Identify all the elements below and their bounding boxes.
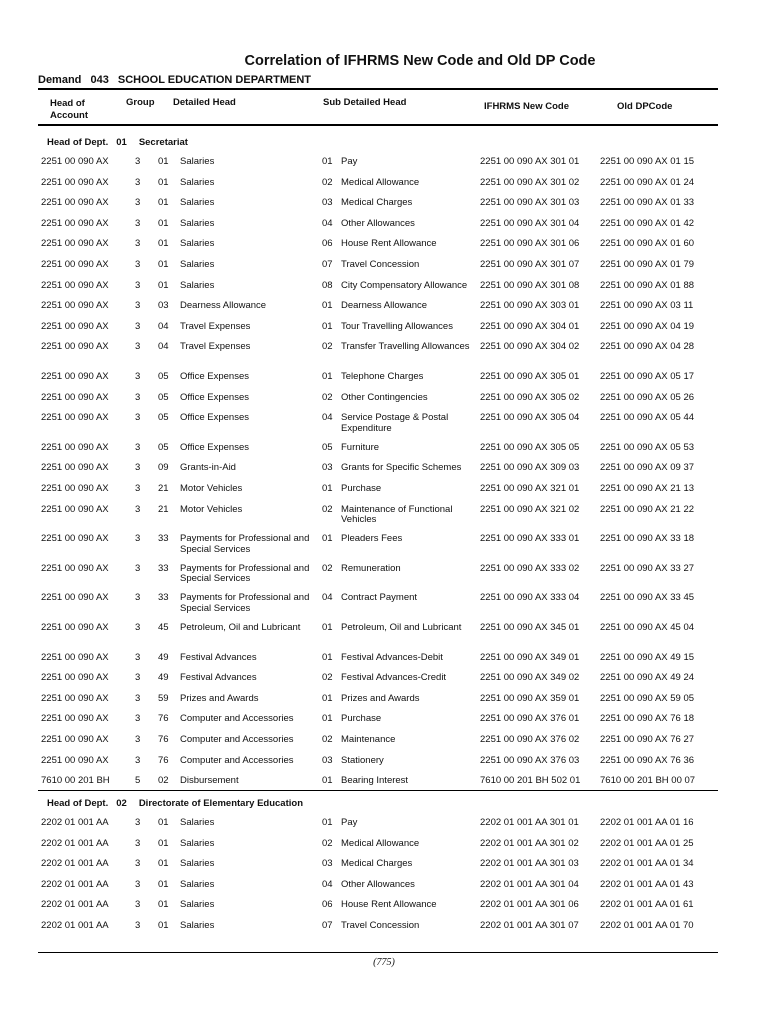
detailed-head-name: Payments for Professional and Special Services [180, 592, 310, 614]
detailed-head-code: 09 [158, 462, 169, 474]
head-of-account: 2251 00 090 AX [41, 341, 109, 353]
group: 3 [135, 920, 141, 931]
sub-detailed-code: 07 [322, 259, 333, 270]
sub-detailed-name: Tour Travelling Allowances [341, 320, 453, 332]
group: 3 [135, 320, 141, 332]
group: 3 [135, 279, 141, 291]
sub-detailed-name: Pay [341, 817, 358, 828]
detailed-head-name: Petroleum, Oil and Lubricant [180, 622, 301, 633]
head-of-account: 2251 00 090 AX [41, 279, 109, 291]
sub-detailed-name: Travel Concession [341, 259, 420, 270]
sub-detailed-code: 01 [322, 692, 333, 704]
head-of-account: 2251 00 090 AX [41, 300, 109, 312]
detailed-head-code: 45 [158, 622, 169, 633]
sub-detailed-code: 08 [322, 279, 333, 291]
group: 3 [135, 503, 141, 515]
sub-detailed-code: 04 [322, 592, 333, 604]
sub-detailed-code: 03 [322, 858, 333, 870]
detailed-head-name: Travel Expenses [180, 341, 251, 353]
sub-detailed-code: 04 [322, 878, 333, 890]
head-of-account: 2251 00 090 AX [41, 622, 109, 633]
department-name: SCHOOL EDUCATION DEPARTMENT [117, 74, 312, 86]
footer-rule [38, 952, 718, 953]
ifhrms-new-code: 2251 00 090 AX 304 02 [480, 341, 580, 353]
detailed-head-code: 04 [158, 320, 169, 332]
old-dp-code: 2251 00 090 AX 01 88 [600, 279, 695, 291]
detailed-head-name: Office Expenses [180, 412, 250, 424]
sub-detailed-name: Dearness Allowance [341, 300, 428, 312]
group: 3 [135, 391, 141, 403]
sub-detailed-name: Medical Allowance [341, 837, 420, 849]
group: 3 [135, 651, 141, 663]
sub-detailed-code: 06 [322, 899, 333, 911]
detailed-head-code: 05 [158, 371, 169, 382]
detailed-head-code: 05 [158, 441, 169, 453]
sub-detailed-name: House Rent Allowance [341, 899, 437, 911]
group: 3 [135, 592, 141, 604]
detailed-head-code: 01 [158, 858, 169, 870]
detailed-head-name: Festival Advances [180, 672, 257, 684]
old-dp-code: 2251 00 090 AX 76 36 [600, 754, 695, 766]
old-dp-code: 2251 00 090 AX 45 04 [600, 622, 695, 633]
ifhrms-new-code: 2251 00 090 AX 301 03 [480, 197, 580, 209]
ifhrms-new-code: 2251 00 090 AX 305 04 [480, 412, 580, 424]
old-dp-code: 2251 00 090 AX 04 19 [600, 320, 695, 332]
header-bottom-rule [38, 124, 718, 126]
ifhrms-new-code: 2202 01 001 AA 301 01 [480, 817, 579, 828]
sub-detailed-code: 01 [322, 622, 333, 633]
sub-detailed-code: 01 [322, 320, 333, 332]
group: 3 [135, 197, 141, 209]
sub-detailed-code: 01 [322, 713, 333, 725]
detailed-head-code: 03 [158, 300, 169, 312]
ifhrms-new-code: 2251 00 090 AX 376 02 [480, 734, 580, 745]
old-dp-code: 2251 00 090 AX 01 15 [600, 156, 695, 167]
old-dp-code: 2251 00 090 AX 21 22 [600, 503, 695, 515]
head-of-account: 2251 00 090 AX [41, 692, 109, 704]
sub-detailed-name: Medical Charges [341, 197, 413, 209]
sub-detailed-code: 01 [322, 651, 333, 663]
old-dp-code: 2251 00 090 AX 01 24 [600, 176, 695, 188]
detailed-head-name: Computer and Accessories [180, 713, 294, 725]
ifhrms-new-code: 2251 00 090 AX 305 02 [480, 391, 580, 403]
sub-detailed-name: Remuneration [341, 562, 401, 574]
detailed-head-code: 21 [158, 503, 169, 515]
ifhrms-new-code: 2251 00 090 AX 301 02 [480, 176, 580, 188]
sub-detailed-name: Furniture [341, 441, 380, 453]
head-of-account: 2251 00 090 AX [41, 462, 109, 474]
head-of-account: 2202 01 001 AA [41, 837, 109, 849]
page-title: Correlation of IFHRMS New Code and Old DP Code [244, 53, 596, 69]
detailed-head-name: Salaries [180, 899, 215, 911]
group: 3 [135, 858, 141, 870]
detailed-head-name: Payments for Professional and Special Services [180, 533, 310, 555]
sub-detailed-name: Prizes and Awards [341, 692, 420, 704]
sub-detailed-name: Medical Allowance [341, 176, 420, 188]
detailed-head-code: 76 [158, 754, 169, 766]
head-of-account: 2251 00 090 AX [41, 734, 109, 745]
demand-label: Demand [38, 74, 82, 86]
detailed-head-code: 01 [158, 837, 169, 849]
sub-detailed-name: Medical Charges [341, 858, 413, 870]
ifhrms-new-code: 2251 00 090 AX 305 01 [480, 371, 580, 382]
section-heading [47, 137, 188, 148]
section-heading [47, 798, 303, 809]
head-of-account: 2251 00 090 AX [41, 441, 109, 453]
detailed-head-code: 01 [158, 156, 169, 167]
sub-detailed-code: 01 [322, 156, 333, 167]
detailed-head-name: Office Expenses [180, 441, 250, 453]
sub-detailed-name: Festival Advances-Credit [341, 672, 447, 684]
old-dp-code: 2251 00 090 AX 04 28 [600, 341, 695, 353]
old-dp-code: 7610 00 201 BH 00 07 [600, 775, 696, 787]
sub-detailed-code: 01 [322, 371, 333, 382]
ifhrms-new-code: 2251 00 090 AX 333 01 [480, 533, 580, 545]
sub-detailed-name: Contract Payment [341, 592, 418, 604]
old-dp-code: 2251 00 090 AX 76 27 [600, 734, 695, 745]
head-of-account: 2202 01 001 AA [41, 920, 109, 931]
old-dp-code: 2202 01 001 AA 01 70 [600, 920, 694, 931]
sub-detailed-code: 02 [322, 734, 333, 745]
group: 3 [135, 238, 141, 250]
group: 3 [135, 462, 141, 474]
detailed-head-code: 01 [158, 197, 169, 209]
section-label: Head of Dept. [47, 137, 109, 148]
sub-detailed-name: Travel Concession [341, 920, 420, 931]
head-of-account: 2251 00 090 AX [41, 483, 109, 494]
group: 3 [135, 622, 141, 633]
sub-detailed-code: 01 [322, 533, 333, 545]
sub-detailed-code: 03 [322, 197, 333, 209]
page-number: (775) [373, 957, 395, 968]
ifhrms-new-code: 2202 01 001 AA 301 06 [480, 899, 579, 911]
ifhrms-new-code: 2251 00 090 AX 321 02 [480, 503, 580, 515]
group: 3 [135, 341, 141, 353]
old-dp-code: 2251 00 090 AX 05 26 [600, 391, 695, 403]
detailed-head-name: Motor Vehicles [180, 503, 243, 515]
sub-detailed-code: 07 [322, 920, 333, 931]
group: 3 [135, 217, 141, 229]
head-of-account: 2251 00 090 AX [41, 371, 109, 382]
group: 3 [135, 692, 141, 704]
group: 5 [135, 775, 141, 787]
sub-detailed-code: 04 [322, 412, 333, 424]
sub-detailed-code: 02 [322, 672, 333, 684]
detailed-head-code: 49 [158, 672, 169, 684]
detailed-head-code: 76 [158, 713, 169, 725]
ifhrms-new-code: 2251 00 090 AX 301 01 [480, 156, 580, 167]
sub-detailed-name: Pleaders Fees [341, 533, 403, 545]
detailed-head-code: 01 [158, 279, 169, 291]
detailed-head-name: Salaries [180, 279, 215, 291]
head-of-account: 2202 01 001 AA [41, 817, 109, 828]
group: 3 [135, 672, 141, 684]
detailed-head-code: 33 [158, 592, 169, 604]
head-of-account: 2251 00 090 AX [41, 533, 109, 545]
ifhrms-new-code: 2251 00 090 AX 304 01 [480, 320, 580, 332]
sub-detailed-name: City Compensatory Allowance [341, 279, 468, 291]
detailed-head-code: 33 [158, 533, 169, 545]
detailed-head-code: 01 [158, 238, 169, 250]
head-of-account: 7610 00 201 BH [41, 775, 110, 787]
sub-detailed-name: Transfer Travelling Allowances [341, 341, 470, 353]
ifhrms-new-code: 2251 00 090 AX 301 07 [480, 259, 580, 270]
sub-detailed-code: 03 [322, 754, 333, 766]
ifhrms-new-code: 2251 00 090 AX 301 08 [480, 279, 580, 291]
head-of-account: 2251 00 090 AX [41, 259, 109, 270]
sub-detailed-name: Maintenance [341, 734, 396, 745]
old-dp-code: 2251 00 090 AX 59 05 [600, 692, 695, 704]
sub-detailed-code: 03 [322, 462, 333, 474]
group: 3 [135, 259, 141, 270]
sub-detailed-name: Petroleum, Oil and Lubricant [341, 622, 462, 633]
sub-detailed-code: 02 [322, 176, 333, 188]
ifhrms-new-code: 2251 00 090 AX 301 06 [480, 238, 580, 250]
detailed-head-name: Payments for Professional and Special Services [180, 562, 310, 585]
demand-number: 043 [90, 74, 109, 86]
sub-detailed-code: 01 [322, 483, 333, 494]
group: 3 [135, 878, 141, 890]
detailed-head-name: Computer and Accessories [180, 754, 294, 766]
old-dp-code: 2202 01 001 AA 01 43 [600, 878, 694, 890]
ifhrms-new-code: 7610 00 201 BH 502 01 [480, 775, 581, 787]
group: 3 [135, 156, 141, 167]
sub-detailed-name: Maintenance of Functional Vehicles [341, 503, 453, 526]
detailed-head-code: 01 [158, 217, 169, 229]
detailed-head-code: 02 [158, 775, 169, 787]
detailed-head-name: Disbursement [180, 775, 239, 787]
head-of-account: 2251 00 090 AX [41, 672, 109, 684]
sub-detailed-code: 02 [322, 391, 333, 403]
group: 3 [135, 533, 141, 545]
col-detailed-head: Detailed Head [173, 97, 236, 108]
detailed-head-code: 21 [158, 483, 169, 494]
sub-detailed-code: 06 [322, 238, 333, 250]
old-dp-code: 2202 01 001 AA 01 16 [600, 817, 694, 828]
detailed-head-name: Office Expenses [180, 371, 250, 382]
ifhrms-new-code: 2251 00 090 AX 309 03 [480, 462, 580, 474]
sub-detailed-name: Other Allowances [341, 878, 415, 890]
head-of-account: 2251 00 090 AX [41, 238, 109, 250]
sub-detailed-name: Festival Advances-Debit [341, 651, 443, 663]
ifhrms-new-code: 2251 00 090 AX 349 01 [480, 651, 580, 663]
old-dp-code: 2251 00 090 AX 49 15 [600, 651, 695, 663]
old-dp-code: 2251 00 090 AX 01 79 [600, 259, 695, 270]
detailed-head-name: Salaries [180, 920, 215, 931]
old-dp-code: 2202 01 001 AA 01 25 [600, 837, 694, 849]
sub-detailed-code: 01 [322, 775, 333, 787]
group: 3 [135, 562, 141, 574]
col-group: Group [126, 97, 155, 108]
sub-detailed-code: 01 [322, 817, 333, 828]
detailed-head-name: Salaries [180, 858, 215, 870]
section-divider [38, 790, 718, 791]
detailed-head-name: Salaries [180, 238, 215, 250]
detailed-head-code: 01 [158, 920, 169, 931]
head-of-account: 2251 00 090 AX [41, 592, 109, 604]
head-of-account: 2251 00 090 AX [41, 197, 109, 209]
detailed-head-code: 01 [158, 176, 169, 188]
col-old-dp-code: Old DPCode [617, 101, 673, 112]
ifhrms-new-code: 2251 00 090 AX 345 01 [480, 622, 580, 633]
col-ifhrms-new-code: IFHRMS New Code [484, 101, 569, 112]
detailed-head-name: Salaries [180, 837, 215, 849]
ifhrms-new-code: 2251 00 090 AX 321 01 [480, 483, 580, 494]
sub-detailed-name: Purchase [341, 713, 382, 725]
old-dp-code: 2251 00 090 AX 01 33 [600, 197, 695, 209]
ifhrms-new-code: 2251 00 090 AX 303 01 [480, 300, 580, 312]
head-of-account: 2251 00 090 AX [41, 176, 109, 188]
detailed-head-name: Prizes and Awards [180, 692, 259, 704]
old-dp-code: 2251 00 090 AX 09 37 [600, 462, 695, 474]
detailed-head-name: Computer and Accessories [180, 734, 294, 745]
group: 3 [135, 300, 141, 312]
detailed-head-name: Travel Expenses [180, 320, 251, 332]
old-dp-code: 2251 00 090 AX 76 18 [600, 713, 695, 725]
ifhrms-new-code: 2251 00 090 AX 305 05 [480, 441, 580, 453]
detailed-head-code: 59 [158, 692, 169, 704]
ifhrms-new-code: 2202 01 001 AA 301 03 [480, 858, 579, 870]
detailed-head-code: 05 [158, 391, 169, 403]
detailed-head-name: Grants-in-Aid [180, 462, 236, 474]
sub-detailed-name: Grants for Specific Schemes [341, 462, 462, 474]
demand-line [38, 74, 317, 86]
group: 3 [135, 817, 141, 828]
sub-detailed-name: House Rent Allowance [341, 238, 437, 250]
old-dp-code: 2251 00 090 AX 21 13 [600, 483, 695, 494]
ifhrms-new-code: 2251 00 090 AX 359 01 [480, 692, 580, 704]
old-dp-code: 2202 01 001 AA 01 61 [600, 899, 694, 911]
section-name: Directorate of Elementary Education [138, 798, 303, 809]
old-dp-code: 2251 00 090 AX 05 17 [600, 371, 695, 382]
head-of-account: 2251 00 090 AX [41, 713, 109, 725]
head-of-account: 2251 00 090 AX [41, 503, 109, 515]
detailed-head-code: 01 [158, 878, 169, 890]
old-dp-code: 2251 00 090 AX 49 24 [600, 672, 695, 684]
sub-detailed-name: Bearing Interest [341, 775, 409, 787]
head-of-account: 2251 00 090 AX [41, 156, 109, 167]
group: 3 [135, 754, 141, 766]
col-sub-detailed-head: Sub Detailed Head [323, 97, 407, 108]
group: 3 [135, 176, 141, 188]
detailed-head-code: 04 [158, 341, 169, 353]
sub-detailed-name: Other Allowances [341, 217, 415, 229]
old-dp-code: 2251 00 090 AX 01 42 [600, 217, 695, 229]
detailed-head-code: 05 [158, 412, 169, 424]
ifhrms-new-code: 2202 01 001 AA 301 07 [480, 920, 579, 931]
header-top-rule [38, 88, 718, 90]
head-of-account: 2202 01 001 AA [41, 899, 109, 911]
ifhrms-new-code: 2202 01 001 AA 301 02 [480, 837, 579, 849]
detailed-head-code: 33 [158, 562, 169, 574]
sub-detailed-name: Stationery [341, 754, 384, 766]
old-dp-code: 2251 00 090 AX 01 60 [600, 238, 695, 250]
head-of-account: 2202 01 001 AA [41, 858, 109, 870]
head-of-account: 2251 00 090 AX [41, 412, 109, 424]
detailed-head-name: Office Expenses [180, 391, 250, 403]
sub-detailed-code: 02 [322, 341, 333, 353]
ifhrms-new-code: 2251 00 090 AX 349 02 [480, 672, 580, 684]
detailed-head-name: Motor Vehicles [180, 483, 243, 494]
head-of-account: 2251 00 090 AX [41, 754, 109, 766]
detailed-head-name: Salaries [180, 817, 215, 828]
col-head-of-account: Head of Account [50, 98, 88, 121]
sub-detailed-name: Pay [341, 156, 358, 167]
ifhrms-new-code: 2251 00 090 AX 333 04 [480, 592, 580, 604]
detailed-head-name: Salaries [180, 197, 215, 209]
sub-detailed-name: Other Contingencies [341, 391, 428, 403]
detailed-head-code: 76 [158, 734, 169, 745]
detailed-head-name: Salaries [180, 878, 215, 890]
sub-detailed-name: Service Postage & Postal Expenditure [341, 412, 449, 434]
sub-detailed-code: 01 [322, 300, 333, 312]
head-of-account: 2202 01 001 AA [41, 878, 109, 890]
section-number: 01 [116, 137, 127, 148]
head-of-account: 2251 00 090 AX [41, 391, 109, 403]
sub-detailed-code: 02 [322, 503, 333, 515]
ifhrms-new-code: 2202 01 001 AA 301 04 [480, 878, 579, 890]
detailed-head-name: Festival Advances [180, 651, 257, 663]
sub-detailed-code: 05 [322, 441, 333, 453]
old-dp-code: 2251 00 090 AX 33 27 [600, 562, 695, 574]
detailed-head-code: 49 [158, 651, 169, 663]
group: 3 [135, 713, 141, 725]
group: 3 [135, 371, 141, 382]
old-dp-code: 2251 00 090 AX 33 45 [600, 592, 695, 604]
sub-detailed-name: Purchase [341, 483, 382, 494]
sub-detailed-code: 02 [322, 837, 333, 849]
head-of-account: 2251 00 090 AX [41, 651, 109, 663]
detailed-head-name: Salaries [180, 259, 215, 270]
group: 3 [135, 441, 141, 453]
ifhrms-new-code: 2251 00 090 AX 333 02 [480, 562, 580, 574]
group: 3 [135, 899, 141, 911]
old-dp-code: 2202 01 001 AA 01 34 [600, 858, 694, 870]
ifhrms-new-code: 2251 00 090 AX 376 01 [480, 713, 580, 725]
sub-detailed-name: Telephone Charges [341, 371, 424, 382]
head-of-account: 2251 00 090 AX [41, 320, 109, 332]
section-number: 02 [116, 798, 127, 809]
group: 3 [135, 412, 141, 424]
detailed-head-name: Dearness Allowance [180, 300, 267, 312]
head-of-account: 2251 00 090 AX [41, 217, 109, 229]
detailed-head-name: Salaries [180, 176, 215, 188]
group: 3 [135, 483, 141, 494]
ifhrms-new-code: 2251 00 090 AX 301 04 [480, 217, 580, 229]
old-dp-code: 2251 00 090 AX 33 18 [600, 533, 695, 545]
sub-detailed-code: 04 [322, 217, 333, 229]
sub-detailed-code: 02 [322, 562, 333, 574]
detailed-head-code: 01 [158, 899, 169, 911]
detailed-head-name: Salaries [180, 217, 215, 229]
detailed-head-code: 01 [158, 817, 169, 828]
old-dp-code: 2251 00 090 AX 03 11 [600, 300, 694, 312]
group: 3 [135, 837, 141, 849]
group: 3 [135, 734, 141, 745]
detailed-head-name: Salaries [180, 156, 215, 167]
old-dp-code: 2251 00 090 AX 05 44 [600, 412, 695, 424]
ifhrms-new-code: 2251 00 090 AX 376 03 [480, 754, 580, 766]
head-of-account: 2251 00 090 AX [41, 562, 109, 574]
old-dp-code: 2251 00 090 AX 05 53 [600, 441, 695, 453]
section-label: Head of Dept. [47, 798, 109, 809]
section-name: Secretariat [138, 137, 188, 148]
detailed-head-code: 01 [158, 259, 169, 270]
